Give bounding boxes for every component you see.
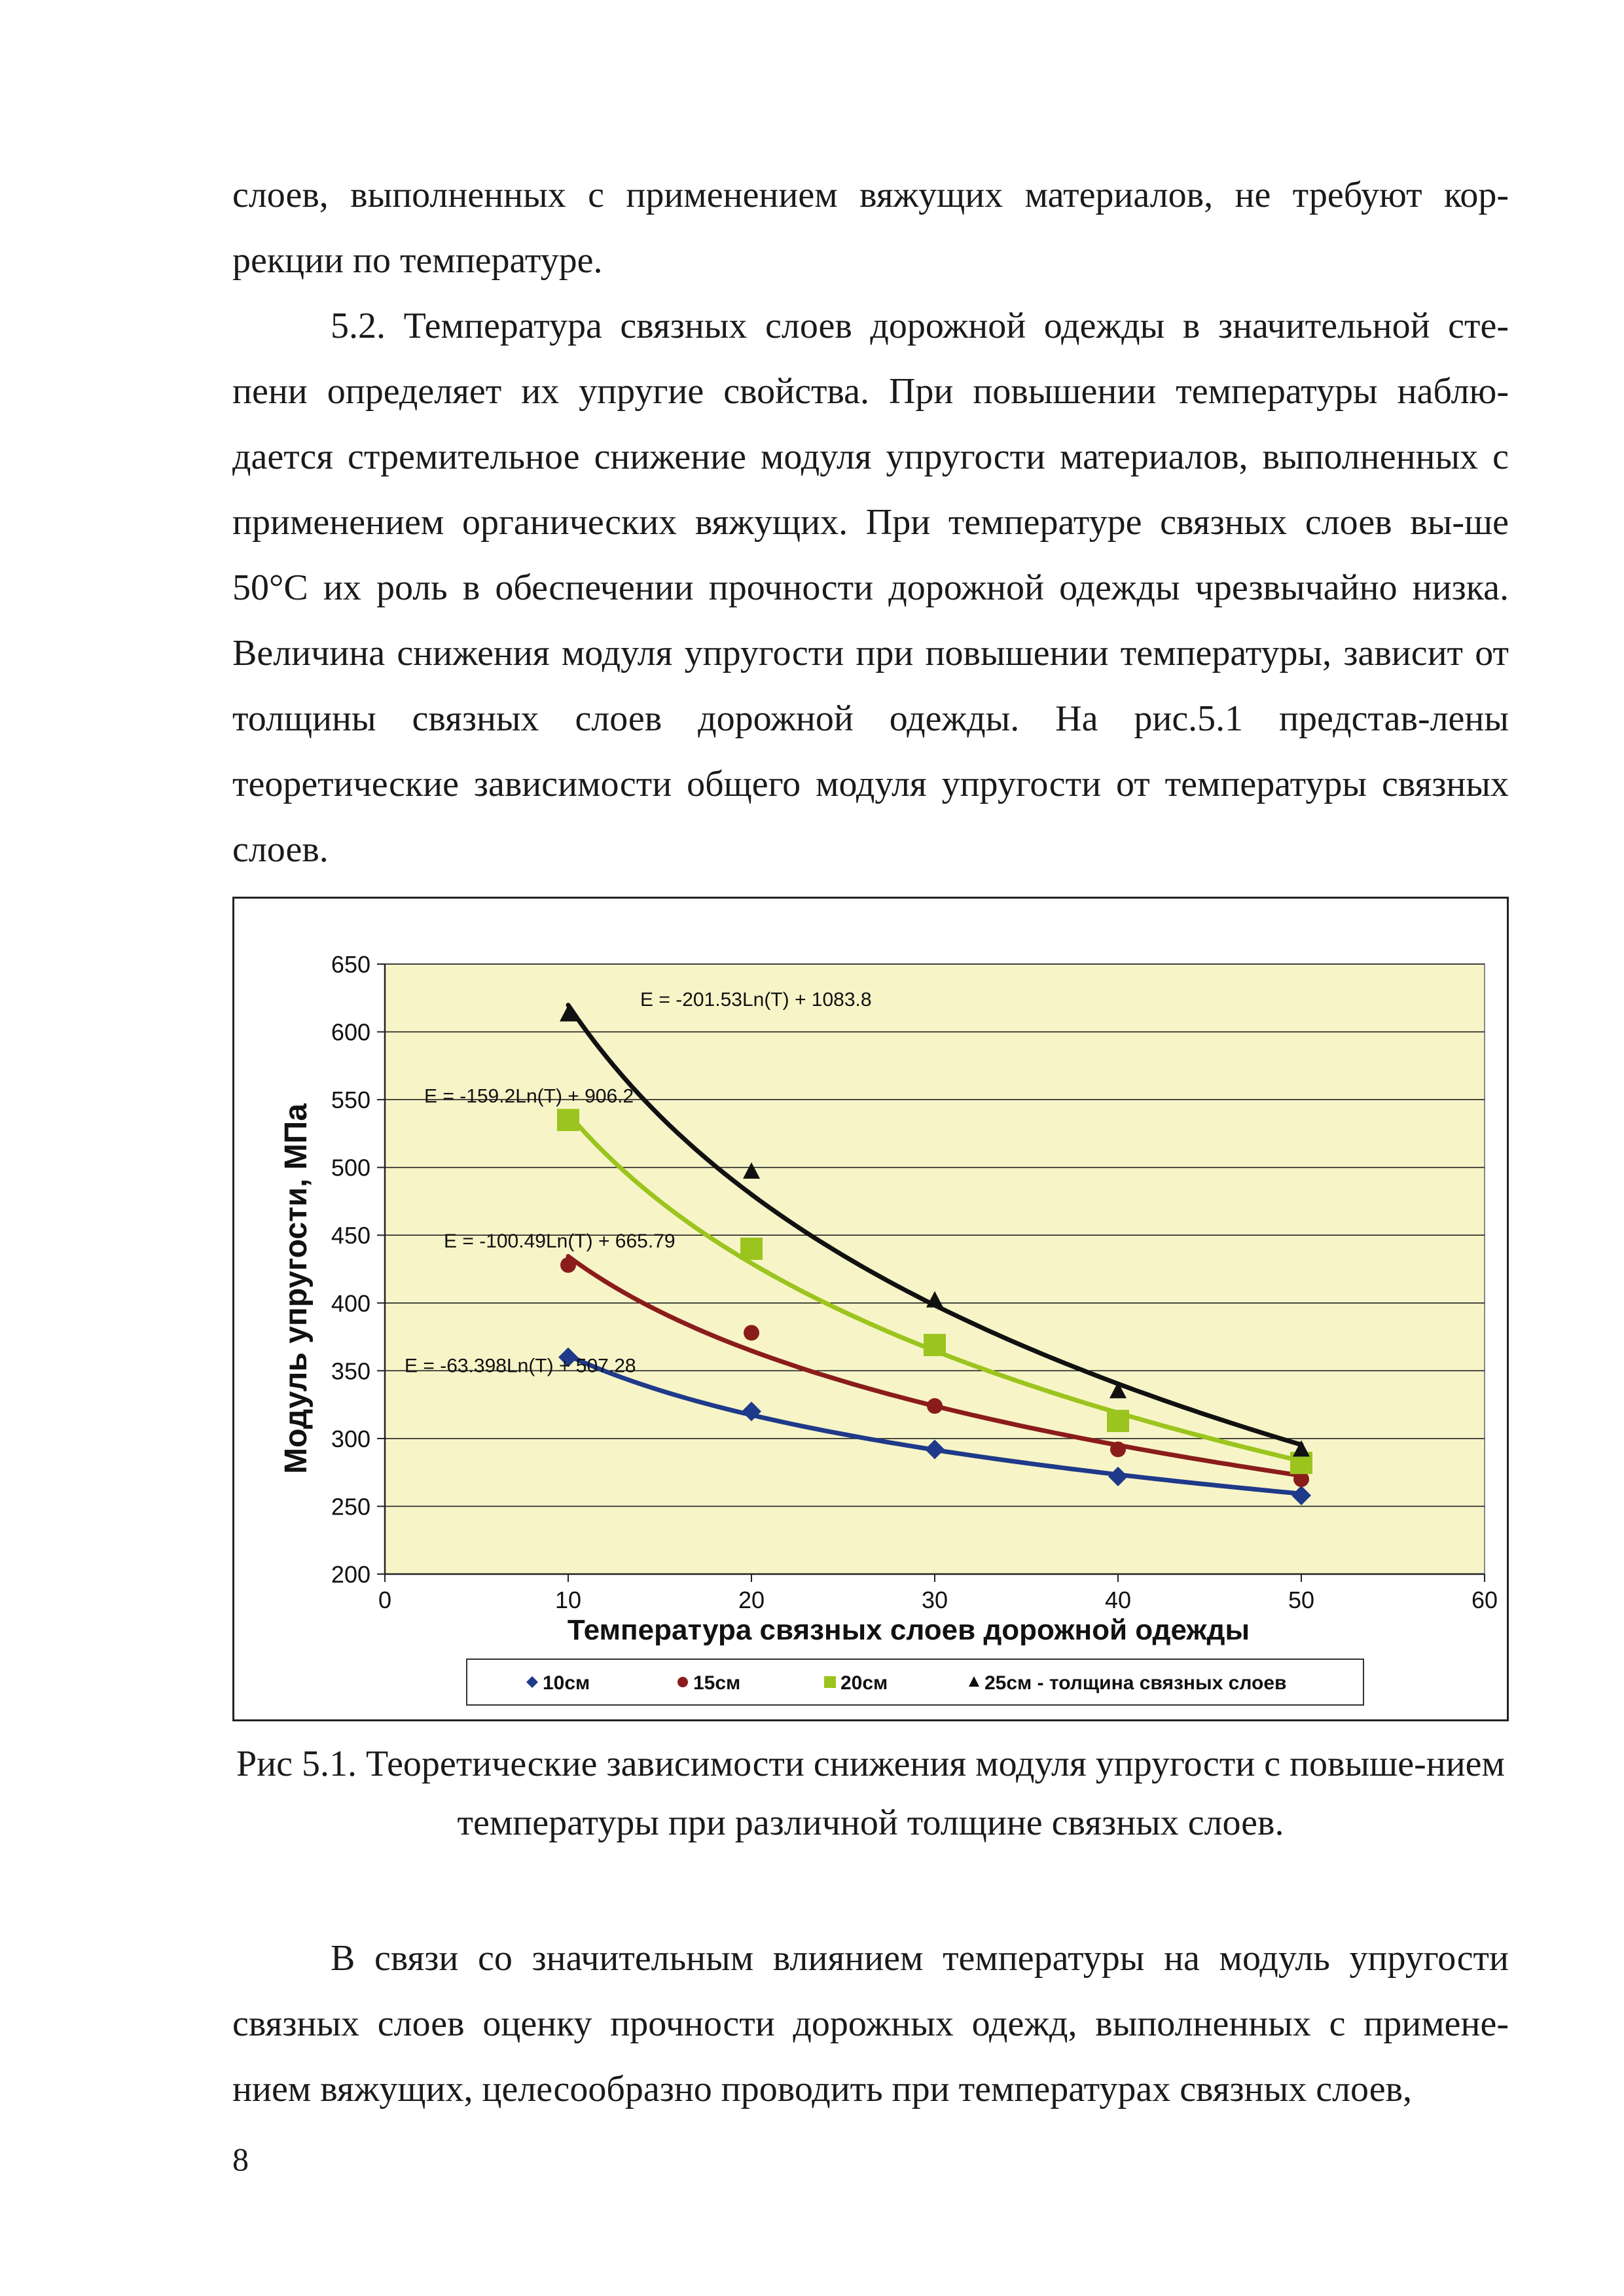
y-tick-label: 300 xyxy=(331,1425,370,1452)
y-tick-label: 250 xyxy=(331,1493,370,1520)
data-point xyxy=(1107,1410,1129,1432)
y-tick-label: 500 xyxy=(331,1154,370,1181)
chart-svg xyxy=(234,899,1507,1719)
paragraph: В связи со значительным влиянием температуры на модуль упругости связных слоев оценку прочности дорожных одежд, выполненных с примене-нием вяжущих, целесообразно проводить при температурах связных слоев, xyxy=(232,1938,1509,2109)
trendline-equation: E = -63.398Ln(T) + 507.28 xyxy=(405,1355,636,1377)
data-point xyxy=(740,1238,763,1260)
figure-caption: Рис 5.1. Теоретические зависимости снижения модуля упругости с повыше-нием температуры при различной толщине связных слоев. xyxy=(236,1744,1505,1843)
y-tick-label: 200 xyxy=(331,1561,370,1588)
y-tick-label: 450 xyxy=(331,1222,370,1249)
x-tick-label: 20 xyxy=(738,1587,765,1613)
trendline-equation: E = -159.2Ln(T) + 906.2 xyxy=(424,1085,634,1107)
legend-label: 10см xyxy=(543,1672,590,1694)
data-point xyxy=(927,1398,943,1414)
trendline-equation: E = -201.53Ln(T) + 1083.8 xyxy=(640,989,872,1011)
data-point xyxy=(744,1325,759,1340)
y-tick-label: 650 xyxy=(331,951,370,978)
plot-area xyxy=(385,964,1485,1574)
x-tick-label: 50 xyxy=(1288,1587,1315,1613)
trendline-equation: E = -100.49Ln(T) + 665.79 xyxy=(444,1230,676,1252)
page-number: 8 xyxy=(232,2141,249,2178)
y-axis-title: Модуль упругости, МПа xyxy=(279,1103,314,1474)
y-tick-label: 400 xyxy=(331,1289,370,1317)
x-axis-title: Температура связных слоев дорожной одежды xyxy=(567,1614,1250,1646)
y-tick-label: 600 xyxy=(331,1018,370,1046)
legend-label: 25см - толщина связных слоев xyxy=(984,1672,1287,1694)
x-tick-label: 60 xyxy=(1471,1587,1498,1613)
figure-chart xyxy=(232,897,1509,1721)
paragraph: слоев, выполненных с применением вяжущих материалов, не требуют кор-рекции по температуре. xyxy=(232,175,1509,281)
y-tick-label: 550 xyxy=(331,1086,370,1114)
legend-label: 20см xyxy=(840,1672,888,1694)
x-tick-label: 40 xyxy=(1104,1587,1132,1613)
legend-marker xyxy=(677,1677,688,1687)
data-point xyxy=(560,1257,576,1273)
x-tick-label: 30 xyxy=(921,1587,948,1613)
legend-marker xyxy=(824,1676,836,1688)
x-tick-label: 10 xyxy=(554,1587,582,1613)
y-tick-label: 350 xyxy=(331,1357,370,1385)
data-point xyxy=(557,1109,579,1131)
x-tick-label: 0 xyxy=(378,1587,392,1613)
data-point xyxy=(1110,1441,1126,1457)
data-point xyxy=(924,1334,946,1356)
legend-label: 15см xyxy=(693,1672,741,1694)
paragraph: 5.2. Температура связных слоев дорожной одежды в значительной сте-пени определяет их упругие свойства. При повышении температуры наблю-дается стремительное снижение модуля упругости материалов, выполненных с применением органических вяжущих. При температуре связных слоев вы-ше 50°С их роль в обеспечении прочности дорожной одежды чрезвычайно низка. Величина снижения модуля упругости при повышении температуры, зависит от толщины связных слоев дорожной одежды. На рис.5.1 представ-лены теоретические зависимости общего модуля упругости от температуры связных слоев. xyxy=(232,306,1509,870)
